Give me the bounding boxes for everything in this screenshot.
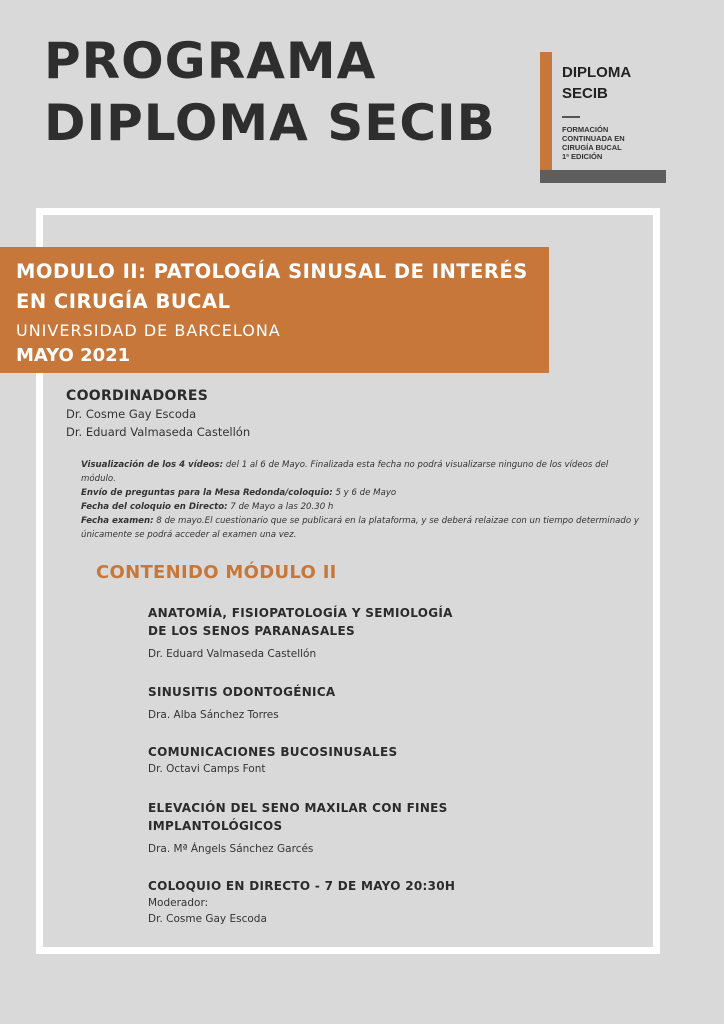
item-title [148,799,448,835]
item-title-line1: SINUSITIS ODONTOGÉNICA [148,685,336,699]
item-author: Dra. Alba Sánchez Torres [148,709,279,721]
coordinator-name: Dr. Eduard Valmaseda Castellón [66,425,251,439]
item-title [148,743,397,761]
content-item [148,743,397,777]
note-text: del 1 al 6 de Mayo. Finalizada esta fecha no podrá visualizarse ninguno de los vídeos del módulo. [81,460,609,484]
moderator-label: Moderador: [148,897,209,909]
badge-accent-bar [540,52,552,182]
coordinator-name: Dr. Cosme Gay Escoda [66,407,197,421]
item-author: Dr. Octavi Camps Font [148,763,266,775]
badge-bottom-bar [540,170,666,183]
module-date: MAYO 2021 [16,345,131,366]
item-title-line2: IMPLANTOLÓGICOS [148,819,283,833]
note-label: Fecha del coloquio en Directo: [81,502,228,512]
item-title-line1: ELEVACIÓN DEL SENO MAXILAR CON FINES [148,801,448,815]
badge-subtitle-line1: FORMACIÓN [562,125,609,134]
note-label: Envío de preguntas para la Mesa Redonda/coloquio: [81,488,333,498]
note-item [81,458,641,486]
content-item [148,683,336,723]
badge-subtitle-line4: 1ª EDICIÓN [562,152,603,161]
badge-subtitle [562,125,625,161]
badge-title-line1: DIPLOMA [562,64,632,81]
content-item [148,604,453,662]
note-item [81,500,641,514]
module-title-line1: MODULO II: PATOLOGÍA SINUSAL DE INTERÉS [16,260,528,283]
note-text: 5 y 6 de Mayo [332,488,397,498]
item-author: Dr. Cosme Gay Escoda [148,913,267,925]
note-text: 7 de Mayo a las 20.30 h [227,502,334,512]
content-item [148,799,448,857]
note-label: Fecha examen: [81,516,154,526]
item-author: Dr. Eduard Valmaseda Castellón [148,648,317,660]
page-title-line2: DIPLOMA SECIB [44,94,496,152]
item-title-line1: COLOQUIO EN DIRECTO - 7 DE MAYO 20:30H [148,879,456,893]
note-item [81,486,641,500]
module-title-line2: EN CIRUGÍA BUCAL [16,290,231,313]
university-name: UNIVERSIDAD DE BARCELONA [16,321,281,340]
item-author: Dra. Mª Ángels Sánchez Garcés [148,843,314,855]
item-title-line2: DE LOS SENOS PARANASALES [148,624,355,638]
item-title-line1: COMUNICACIONES BUCOSINUSALES [148,745,398,759]
badge-subtitle-line2: CONTINUADA EN [562,134,625,143]
badge-title-line2: SECIB [562,85,608,102]
item-title [148,604,453,640]
page-title [44,30,496,154]
coordinators-section [66,387,250,441]
contenido-heading: CONTENIDO MÓDULO II [96,562,337,583]
page-title-line1: PROGRAMA [44,32,377,90]
item-title [148,683,336,701]
schedule-notes [81,458,641,542]
badge-divider [562,116,580,118]
badge-subtitle-line3: CIRUGÍA BUCAL [562,143,622,152]
item-title-line1: ANATOMÍA, FISIOPATOLOGÍA Y SEMIOLOGÍA [148,606,453,620]
module-banner [0,247,549,373]
content-item [148,877,455,927]
coordinators-heading: COORDINADORES [66,388,209,404]
item-title [148,877,455,895]
note-text: 8 de mayo.El cuestionario que se publicará en la plataforma, y se deberá relaizae con un tiempo determinado y únicamente se podrá acceder al examen una vez. [81,516,639,540]
module-title [16,257,528,317]
badge-title [562,62,631,104]
note-item [81,514,641,542]
note-label: Visualización de los 4 vídeos: [81,460,224,470]
